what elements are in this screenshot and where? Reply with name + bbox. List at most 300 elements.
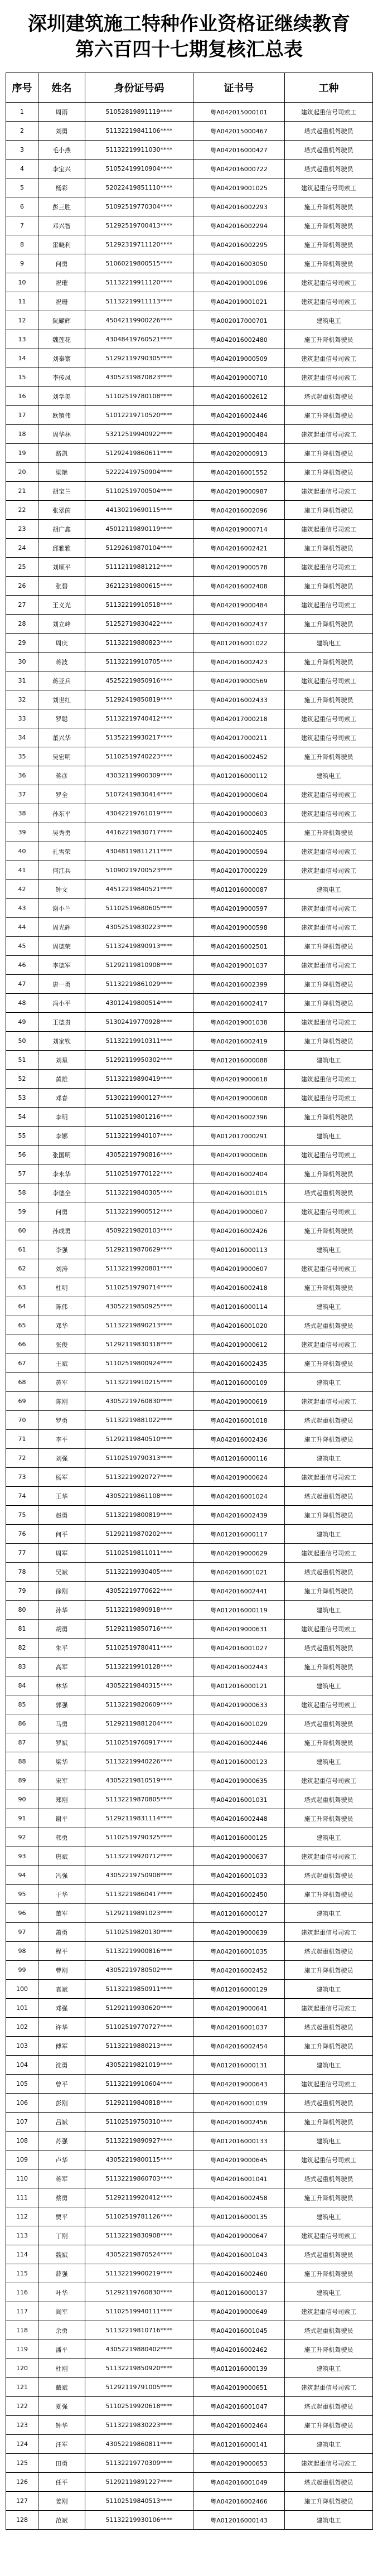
table-row (6, 1790, 373, 1809)
table-row (6, 330, 373, 349)
cell-name: 李德全 (38, 1183, 85, 1202)
cell-certificate: 粤A042019000639 (193, 1923, 285, 1942)
cell-certificate: 粤A042019000597 (193, 899, 285, 918)
cell-seq: 86 (6, 1714, 38, 1733)
cell-trade: 施工升降机驾驶员 (285, 235, 373, 254)
cell-seq: 56 (6, 1146, 38, 1164)
cell-name: 祝璀 (38, 273, 85, 292)
cell-seq: 85 (6, 1695, 38, 1714)
cell-trade: 建筑起重信号司索工 (285, 558, 373, 577)
table-row (6, 273, 373, 292)
cell-id-number: 51132219940107**** (85, 1127, 193, 1146)
cell-name: 欧镇伟 (38, 406, 85, 425)
table-row (6, 2188, 373, 2207)
cell-certificate: 粤A042016002466 (193, 2492, 285, 2511)
table-row (6, 2094, 373, 2113)
cell-trade: 塔式起重机驾驶员 (285, 1639, 373, 1657)
cell-certificate: 粤A012016000141 (193, 2435, 285, 2454)
cell-certificate: 粤A042016002439 (193, 1506, 285, 1525)
cell-seq: 93 (6, 1847, 38, 1866)
cell-id-number: 51132219930106**** (85, 2511, 193, 2530)
cell-certificate: 粤A042019000606 (193, 1146, 285, 1164)
table-row (6, 918, 373, 937)
cell-trade: 建筑起重信号司索工 (285, 1620, 373, 1639)
cell-seq: 47 (6, 975, 38, 994)
table-row (6, 1563, 373, 1582)
cell-id-number: 51292119840510**** (85, 1430, 193, 1449)
table-row (6, 937, 373, 956)
table-row (6, 1316, 373, 1335)
cell-seq: 122 (6, 2397, 38, 2416)
table-row (6, 709, 373, 728)
cell-seq: 125 (6, 2454, 38, 2473)
cell-certificate: 粤A002017000701 (193, 311, 285, 330)
cell-trade: 施工升降机驾驶员 (285, 937, 373, 956)
cell-trade: 建筑起重信号司索工 (285, 520, 373, 539)
cell-trade: 建筑起重信号司索工 (285, 918, 373, 937)
table-row (6, 1070, 373, 1089)
cell-seq: 15 (6, 368, 38, 387)
cell-name: 任平 (38, 2473, 85, 2492)
cell-certificate: 粤A012016000114 (193, 1297, 285, 1316)
cell-seq: 71 (6, 1430, 38, 1449)
cell-trade: 塔式起重机驾驶员 (285, 1316, 373, 1335)
cell-id-number: 51292119791005**** (85, 2378, 193, 2397)
cell-certificate: 粤A012016000112 (193, 766, 285, 785)
cell-trade: 建筑起重信号司索工 (285, 1695, 373, 1714)
cell-certificate: 粤A012016000135 (193, 2207, 285, 2226)
table-row (6, 2207, 373, 2226)
cell-seq: 39 (6, 823, 38, 842)
cell-name: 韩勇 (38, 1828, 85, 1847)
table-row (6, 1449, 373, 1468)
document-title-line-1: 深圳建筑施工特种作业资格证继续教育 (28, 13, 350, 35)
table-row (6, 2132, 373, 2150)
cell-id-number: 52022419851110**** (85, 178, 193, 197)
cell-trade: 建筑起重信号司索工 (285, 1392, 373, 1411)
cell-name: 黄军 (38, 1373, 85, 1392)
cell-trade: 施工升降机驾驶员 (285, 577, 373, 596)
cell-name: 孙成勇 (38, 1221, 85, 1240)
cell-trade: 施工升降机驾驶员 (285, 653, 373, 671)
cell-id-number: 43052219840315**** (85, 1676, 193, 1695)
cell-trade: 建筑电工 (285, 1240, 373, 1259)
cell-certificate: 粤A042016002417 (193, 994, 285, 1013)
cell-trade: 塔式起重机驾驶员 (285, 122, 373, 141)
cell-trade: 施工升降机驾驶员 (285, 1582, 373, 1601)
table-row (6, 482, 373, 501)
cell-certificate: 粤A042019000651 (193, 2378, 285, 2397)
cell-trade: 施工升降机驾驶员 (285, 2492, 373, 2511)
table-row (6, 141, 373, 160)
cell-name: 唐斌 (38, 1847, 85, 1866)
cell-id-number: 51132219860703**** (85, 2169, 193, 2188)
cell-trade: 塔式起重机驾驶员 (285, 2018, 373, 2037)
cell-certificate: 粤A042019000637 (193, 1847, 285, 1866)
table-row (6, 2283, 373, 2302)
cell-certificate: 粤A012016000131 (193, 2056, 285, 2075)
cell-id-number: 51292619870104**** (85, 539, 193, 558)
cell-certificate: 粤A042019000635 (193, 1771, 285, 1790)
cell-certificate: 粤A012016000113 (193, 1240, 285, 1259)
cell-name: 孙华 (38, 1601, 85, 1620)
cell-name: 汪军 (38, 2435, 85, 2454)
cell-name: 邓强 (38, 1999, 85, 2018)
cell-trade: 建筑起重信号司索工 (285, 2150, 373, 2169)
cell-trade: 施工升降机驾驶员 (285, 1733, 373, 1752)
cell-name: 邓春 (38, 1089, 85, 1108)
cell-trade: 施工升降机驾驶员 (285, 1164, 373, 1183)
cell-trade: 建筑电工 (285, 2056, 373, 2075)
cell-trade: 建筑起重信号司索工 (285, 596, 373, 615)
cell-trade: 施工升降机驾驶员 (285, 1885, 373, 1904)
table-row (6, 2454, 373, 2473)
cell-seq: 45 (6, 937, 38, 956)
table-row (6, 1809, 373, 1828)
cell-id-number: 43052219760830**** (85, 1392, 193, 1411)
table-row (6, 956, 373, 975)
table-row (6, 1676, 373, 1695)
cell-certificate: 粤A042019000484 (193, 596, 285, 615)
table-row (6, 994, 373, 1013)
cell-certificate: 粤A042019000604 (193, 785, 285, 804)
cell-name: 胡广鑫 (38, 520, 85, 539)
cell-id-number: 51132219880213**** (85, 2037, 193, 2056)
cell-name: 黄雄 (38, 1070, 85, 1089)
cell-trade: 建筑起重信号司索工 (285, 709, 373, 728)
table-row (6, 1847, 373, 1866)
cell-certificate: 粤A012016000087 (193, 880, 285, 899)
cell-seq: 73 (6, 1468, 38, 1487)
cell-id-number: 51102519780411**** (85, 1639, 193, 1657)
cell-name: 胡宝兰 (38, 482, 85, 501)
cell-certificate: 粤A042019000643 (193, 2075, 285, 2094)
cell-name: 罗聪 (38, 709, 85, 728)
cell-name: 马勇 (38, 1714, 85, 1733)
table-row (6, 463, 373, 482)
cell-certificate: 粤A012016000133 (193, 2132, 285, 2150)
cell-certificate: 粤A042015000467 (193, 122, 285, 141)
cell-seq: 97 (6, 1923, 38, 1942)
table-row (6, 1354, 373, 1373)
cell-name: 董兴华 (38, 728, 85, 747)
column-header-certificate: 证书号 (193, 73, 285, 103)
cell-name: 朱平 (38, 1639, 85, 1657)
cell-seq: 79 (6, 1582, 38, 1601)
cell-name: 周德荣 (38, 937, 85, 956)
cell-id-number: 43052219810519**** (85, 1771, 193, 1790)
cell-seq: 81 (6, 1620, 38, 1639)
cell-name: 阎军 (38, 2302, 85, 2321)
table-row (6, 2359, 373, 2378)
cell-id-number: 51132219860417**** (85, 1885, 193, 1904)
cell-trade: 建筑电工 (285, 2435, 373, 2454)
cell-name: 谢小兰 (38, 899, 85, 918)
cell-name: 丁刚 (38, 2226, 85, 2245)
table-row (6, 254, 373, 273)
cell-seq: 63 (6, 1278, 38, 1297)
table-row (6, 1961, 373, 1980)
cell-id-number: 51132219900219**** (85, 2264, 193, 2283)
cell-id-number: 51132219900816**** (85, 1942, 193, 1961)
cell-trade: 塔式起重机驾驶员 (285, 2397, 373, 2416)
cell-name: 刘学美 (38, 387, 85, 406)
cell-seq: 52 (6, 1070, 38, 1089)
cell-id-number: 51102519801216**** (85, 1108, 193, 1127)
cell-id-number: 51090219700523**** (85, 861, 193, 880)
cell-id-number: 43052519830223**** (85, 918, 193, 937)
cell-trade: 建筑起重信号司索工 (285, 292, 373, 311)
cell-id-number: 51132219850911**** (85, 1980, 193, 1999)
table-row (6, 103, 373, 122)
cell-seq: 106 (6, 2094, 38, 2113)
cell-seq: 95 (6, 1885, 38, 1904)
cell-id-number: 51132219810716**** (85, 2321, 193, 2340)
table-row (6, 1828, 373, 1847)
table-row (6, 861, 373, 880)
table-row (6, 2169, 373, 2188)
cell-name: 周雨 (38, 103, 85, 122)
cell-id-number: 51132219841106**** (85, 122, 193, 141)
cell-seq: 74 (6, 1487, 38, 1506)
cell-seq: 34 (6, 728, 38, 747)
cell-seq: 27 (6, 596, 38, 615)
cell-id-number: 51102519780108**** (85, 387, 193, 406)
cell-trade: 建筑起重信号司索工 (285, 1013, 373, 1032)
cell-seq: 110 (6, 2169, 38, 2188)
cell-seq: 43 (6, 899, 38, 918)
table-row (6, 2056, 373, 2075)
cell-name: 陈刚 (38, 1392, 85, 1411)
cell-id-number: 51102519700504**** (85, 482, 193, 501)
cell-seq: 60 (6, 1221, 38, 1240)
cell-trade: 建筑电工 (285, 634, 373, 653)
cell-id-number: 51102519790714**** (85, 1278, 193, 1297)
table-row (6, 1411, 373, 1430)
cell-id-number: 43052219790816**** (85, 1146, 193, 1164)
cell-certificate: 粤A042016001015 (193, 1183, 285, 1202)
cell-certificate: 粤A042016002433 (193, 690, 285, 709)
table-row (6, 292, 373, 311)
cell-name: 周庆 (38, 634, 85, 653)
cell-certificate: 粤A042016002458 (193, 2188, 285, 2207)
cell-certificate: 粤A012016001022 (193, 634, 285, 653)
cell-id-number: 51352219930217**** (85, 728, 193, 747)
table-row (6, 1904, 373, 1923)
cell-seq: 24 (6, 539, 38, 558)
cell-name: 蒋军 (38, 2169, 85, 2188)
table-row (6, 1202, 373, 1221)
cell-certificate: 粤A042016001029 (193, 1714, 285, 1733)
cell-name: 曹刚 (38, 1961, 85, 1980)
cell-seq: 126 (6, 2473, 38, 2492)
cell-trade: 塔式起重机驾驶员 (285, 1714, 373, 1733)
cell-name: 孙东平 (38, 804, 85, 823)
cell-name: 李永华 (38, 1164, 85, 1183)
table-row (6, 1183, 373, 1202)
cell-id-number: 51102519770727**** (85, 2018, 193, 2037)
cell-seq: 5 (6, 178, 38, 197)
cell-id-number: 51132219830223**** (85, 2416, 193, 2435)
cell-id-number: 51102519781126**** (85, 2207, 193, 2226)
cell-certificate: 粤A012016000139 (193, 2359, 285, 2378)
cell-certificate: 粤A042020000913 (193, 444, 285, 463)
table-row (6, 520, 373, 539)
cell-trade: 施工升降机驾驶员 (285, 1278, 373, 1297)
cell-trade: 建筑起重信号司索工 (285, 1089, 373, 1108)
table-row (6, 2075, 373, 2094)
cell-id-number: 51132219800819**** (85, 1506, 193, 1525)
cell-id-number: 44130219690115**** (85, 501, 193, 520)
cell-certificate: 粤A012016000121 (193, 1676, 285, 1695)
cell-trade: 塔式起重机驾驶员 (285, 2245, 373, 2264)
cell-id-number: 51132219890213**** (85, 1316, 193, 1335)
cell-name: 邓兴智 (38, 216, 85, 235)
cell-seq: 115 (6, 2264, 38, 2283)
table-row (6, 1392, 373, 1411)
cell-name: 蔡勇 (38, 2188, 85, 2207)
cell-trade: 建筑电工 (285, 2511, 373, 2530)
cell-certificate: 粤A012016000129 (193, 1980, 285, 1999)
cell-id-number: 51132219920801**** (85, 1259, 193, 1278)
cell-trade: 施工升降机驾驶员 (285, 2188, 373, 2207)
cell-name: 苏强 (38, 2132, 85, 2150)
cell-certificate: 粤A042016002404 (193, 1164, 285, 1183)
cell-seq: 10 (6, 273, 38, 292)
cell-trade: 建筑起重信号司索工 (285, 1259, 373, 1278)
cell-seq: 80 (6, 1601, 38, 1620)
column-header-trade: 工种 (285, 73, 373, 103)
roster-table (6, 73, 373, 2530)
cell-name: 冯小平 (38, 994, 85, 1013)
cell-id-number: 51252719830422**** (85, 615, 193, 634)
cell-id-number: 51292119950302**** (85, 1051, 193, 1070)
table-row (6, 1695, 373, 1714)
table-row (6, 235, 373, 254)
table-row (6, 1923, 373, 1942)
cell-certificate: 粤A042017000229 (193, 861, 285, 880)
cell-certificate: 粤A042016001018 (193, 1411, 285, 1430)
cell-seq: 117 (6, 2302, 38, 2321)
table-row (6, 747, 373, 766)
cell-seq: 41 (6, 861, 38, 880)
cell-seq: 109 (6, 2150, 38, 2169)
cell-seq: 1 (6, 103, 38, 122)
cell-trade: 建筑电工 (285, 1373, 373, 1392)
cell-trade: 施工升降机驾驶员 (285, 747, 373, 766)
cell-seq: 44 (6, 918, 38, 937)
table-row (6, 634, 373, 653)
cell-id-number: 51102519840513**** (85, 2492, 193, 2511)
cell-seq: 114 (6, 2245, 38, 2264)
cell-certificate: 粤A042016001027 (193, 1639, 285, 1657)
cell-seq: 92 (6, 1828, 38, 1847)
cell-seq: 11 (6, 292, 38, 311)
cell-id-number: 43052219780502**** (85, 1961, 193, 1980)
table-row (6, 2340, 373, 2359)
cell-seq: 20 (6, 463, 38, 482)
cell-certificate: 粤A042016001039 (193, 2094, 285, 2113)
cell-seq: 105 (6, 2075, 38, 2094)
cell-seq: 46 (6, 956, 38, 975)
cell-id-number: 51292119850716**** (85, 1620, 193, 1639)
table-row (6, 2150, 373, 2169)
cell-trade: 建筑电工 (285, 1676, 373, 1695)
cell-id-number: 51292119840818**** (85, 2094, 193, 2113)
cell-certificate: 粤A012016000117 (193, 1525, 285, 1544)
cell-name: 彭三胜 (38, 197, 85, 216)
table-row (6, 1525, 373, 1544)
table-row (6, 1582, 373, 1601)
cell-certificate: 粤A042019000987 (193, 482, 285, 501)
table-row (6, 728, 373, 747)
cell-certificate: 粤A042016003050 (193, 254, 285, 273)
table-row (6, 577, 373, 596)
cell-seq: 98 (6, 1942, 38, 1961)
cell-id-number: 51102519800924**** (85, 1354, 193, 1373)
cell-id-number: 43052219821019**** (85, 2056, 193, 2075)
cell-id-number: 43052219800115**** (85, 2150, 193, 2169)
cell-trade: 建筑电工 (285, 1525, 373, 1544)
cell-name: 邓华 (38, 1316, 85, 1335)
cell-trade: 塔式起重机驾驶员 (285, 1866, 373, 1885)
cell-certificate: 粤A042016002423 (193, 653, 285, 671)
cell-trade: 建筑起重信号司索工 (285, 785, 373, 804)
cell-name: 路凯 (38, 444, 85, 463)
cell-certificate: 粤A042019000649 (193, 2302, 285, 2321)
cell-certificate: 粤A042016002295 (193, 235, 285, 254)
cell-seq: 104 (6, 2056, 38, 2075)
cell-seq: 113 (6, 2226, 38, 2245)
cell-id-number: 51132219920727**** (85, 1468, 193, 1487)
cell-trade: 建筑电工 (285, 880, 373, 899)
cell-trade: 建筑电工 (285, 1127, 373, 1146)
table-row (6, 2492, 373, 2511)
cell-trade: 塔式起重机驾驶员 (285, 2094, 373, 2113)
cell-trade: 塔式起重机驾驶员 (285, 160, 373, 178)
cell-name: 罗全 (38, 785, 85, 804)
cell-name: 王德贵 (38, 1013, 85, 1032)
cell-trade: 塔式起重机驾驶员 (285, 1411, 373, 1430)
cell-certificate: 粤A042016002437 (193, 615, 285, 634)
cell-seq: 55 (6, 1127, 38, 1146)
cell-seq: 108 (6, 2132, 38, 2150)
cell-trade: 施工升降机驾驶员 (285, 330, 373, 349)
cell-certificate: 粤A042019000624 (193, 1468, 285, 1487)
cell-name: 祝珊 (38, 292, 85, 311)
cell-trade: 建筑起重信号司索工 (285, 1544, 373, 1563)
cell-seq: 14 (6, 349, 38, 368)
cell-seq: 21 (6, 482, 38, 501)
cell-id-number: 51292119930620**** (85, 1999, 193, 2018)
cell-id-number: 51132219880823**** (85, 634, 193, 653)
table-row (6, 2435, 373, 2454)
cell-name: 潘平 (38, 2340, 85, 2359)
cell-id-number: 51292119870202**** (85, 1525, 193, 1544)
cell-seq: 90 (6, 1790, 38, 1809)
table-row (6, 1127, 373, 1146)
cell-certificate: 粤A042019000594 (193, 842, 285, 861)
table-row (6, 2416, 373, 2435)
cell-seq: 59 (6, 1202, 38, 1221)
cell-certificate: 粤A042019001021 (193, 292, 285, 311)
cell-id-number: 51292519700413**** (85, 216, 193, 235)
cell-id-number: 51052819891119**** (85, 103, 193, 122)
cell-name: 刘涛 (38, 1259, 85, 1278)
cell-certificate: 粤A042016002441 (193, 1582, 285, 1601)
cell-id-number: 51132219881022**** (85, 1411, 193, 1430)
cell-certificate: 粤A042019000598 (193, 918, 285, 937)
